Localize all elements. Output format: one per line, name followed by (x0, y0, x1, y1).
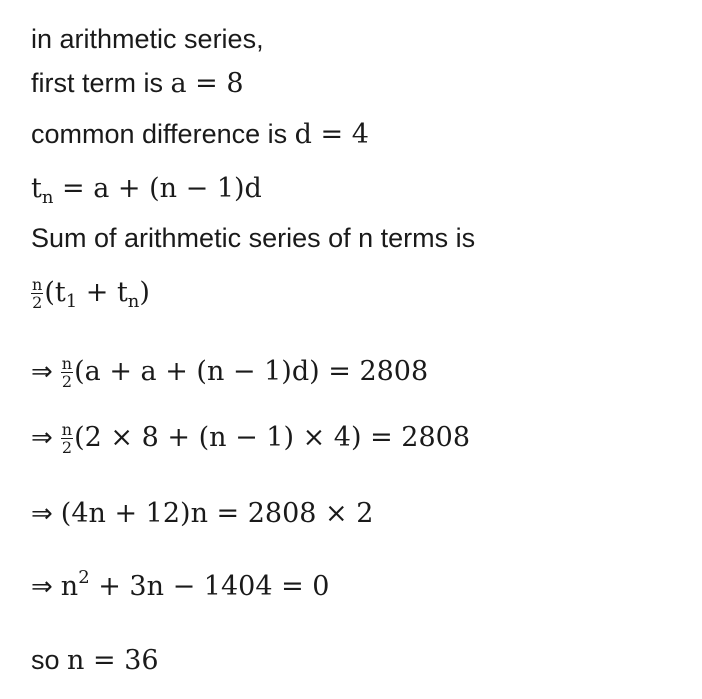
step-2 (31, 421, 470, 456)
first-term-line (31, 66, 244, 101)
fraction-numerator: n (32, 275, 43, 294)
step-3 (31, 497, 373, 531)
answer-value: n = 36 (67, 645, 159, 676)
step-4-expression: + 3n − 1404 = 0 (89, 571, 330, 602)
step-1 (31, 355, 428, 390)
first-term-label: first term is (31, 68, 171, 98)
fraction-n-over-2 (61, 355, 73, 390)
sum-mid: + t (77, 277, 128, 308)
implies-arrow: ⇒ (31, 572, 53, 602)
answer-label: so (31, 645, 68, 675)
step-3-expression: (4n + 12)n = 2808 × 2 (60, 498, 374, 529)
sum-sub-n: n (127, 291, 140, 312)
sum-open: (t (44, 277, 66, 308)
fraction-n-over-2 (31, 276, 43, 311)
fraction-numerator: n (61, 420, 73, 439)
first-term-value: a = 8 (170, 68, 244, 99)
step-4 (31, 567, 330, 604)
sum-sub-1: 1 (65, 291, 78, 312)
step-1-expression: (a + a + (n − 1)d) = 2808 (74, 356, 429, 387)
fraction-denominator: 2 (61, 438, 73, 457)
sum-formula (31, 276, 150, 311)
intro-line (31, 22, 264, 56)
step-2-expression: (2 × 8 + (n − 1) × 4) = 2808 (74, 422, 470, 453)
fraction-denominator: 2 (32, 293, 43, 312)
implies-arrow: ⇒ (31, 357, 53, 387)
nth-term-t: t (31, 173, 42, 204)
step-4-base: n (60, 571, 79, 602)
sum-close: ) (139, 277, 150, 308)
implies-arrow: ⇒ (31, 423, 53, 453)
sum-intro-text: Sum of arithmetic series of n terms is (31, 223, 476, 253)
nth-term-formula (31, 172, 262, 206)
common-difference-line (31, 117, 369, 152)
nth-term-subscript: n (41, 187, 54, 208)
sum-intro-line (31, 221, 475, 255)
implies-arrow: ⇒ (31, 499, 53, 529)
fraction-denominator: 2 (61, 372, 73, 391)
nth-term-rest: = a + (n − 1)d (53, 173, 262, 204)
fraction-numerator: n (61, 354, 73, 373)
intro-text: in arithmetic series, (31, 24, 264, 54)
common-difference-label: common difference is (31, 119, 295, 149)
step-4-exponent: 2 (78, 567, 90, 588)
answer-line (31, 643, 159, 678)
common-difference-value: d = 4 (294, 119, 369, 150)
fraction-n-over-2 (61, 421, 73, 456)
